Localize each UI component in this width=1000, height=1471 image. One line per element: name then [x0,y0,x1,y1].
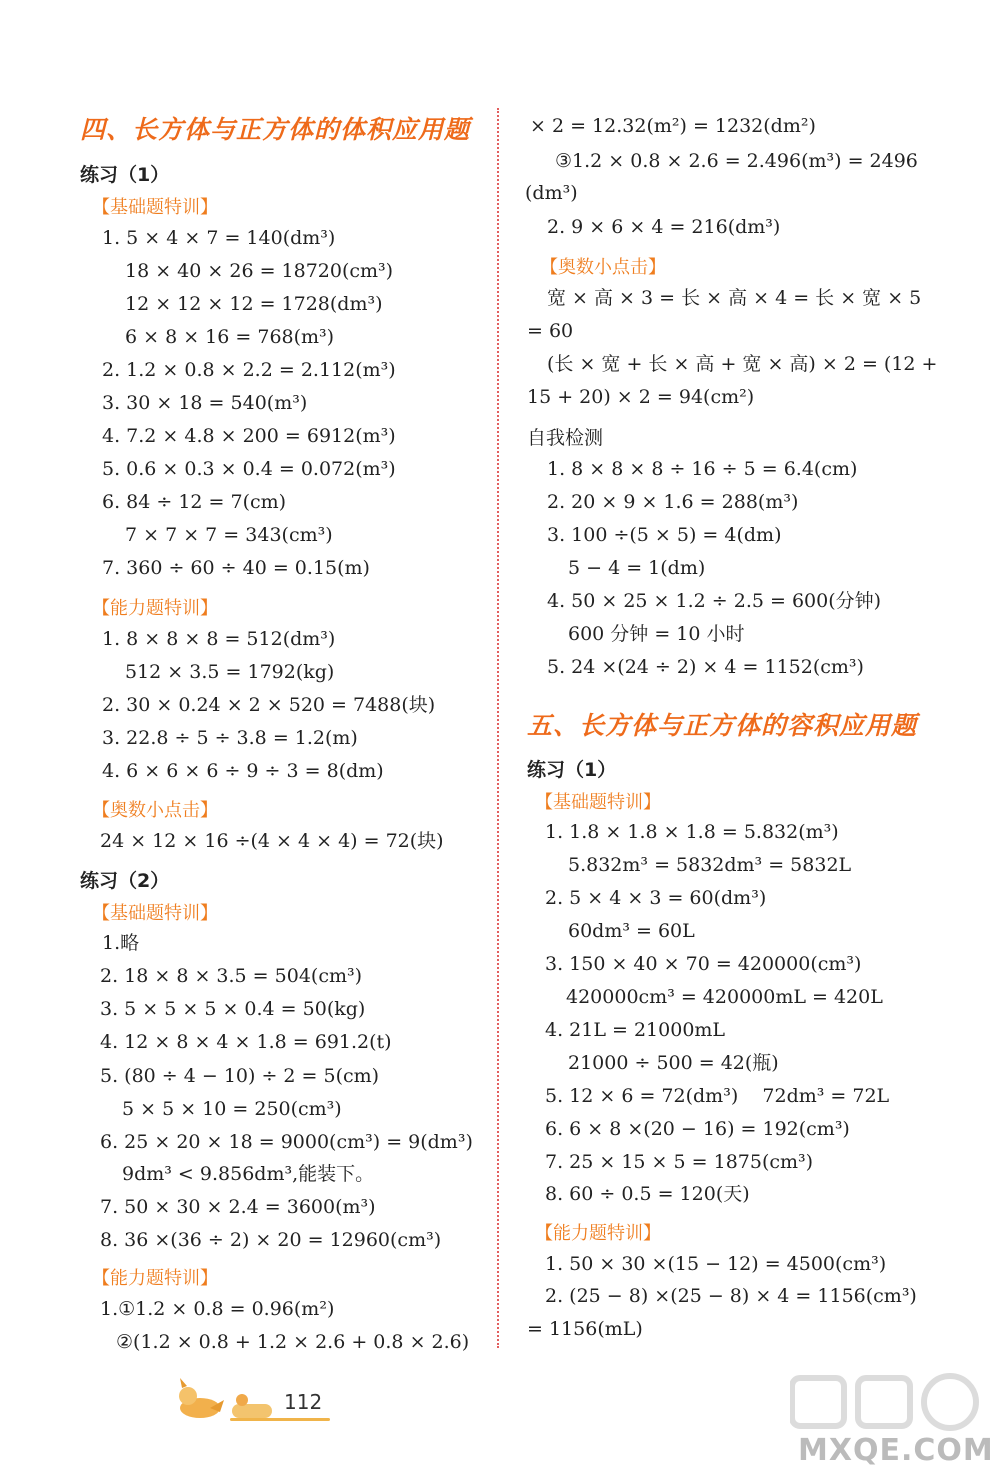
tag-ability-training: 【能力题特训】 [92,598,218,619]
column-divider [497,108,499,1348]
tag-olympiad: 【奥数小点击】 [92,800,218,821]
answer-line: 5. (80 ÷ 4 − 10) ÷ 2 = 5(cm) [100,1065,380,1087]
answer-line: 6. 6 × 8 ×(20 − 16) = 192(cm³) [545,1118,850,1140]
answer-line: (长 × 宽 + 长 × 高 + 宽 × 高) × 2 = (12 + [547,353,938,375]
answer-line: 2. (25 − 8) ×(25 − 8) × 4 = 1156(cm³) [545,1285,917,1307]
answer-line: 6. 25 × 20 × 18 = 9000(cm³) = 9(dm³) [100,1131,473,1153]
tag-ability-training: 【能力题特训】 [92,1268,218,1289]
exercise-heading-2: 练习（2） [80,870,170,892]
answer-line: 8. 36 ×(36 ÷ 2) × 20 = 12960(cm³) [100,1229,442,1251]
answer-line: 15 + 20) × 2 = 94(cm²) [527,386,755,408]
section-title-capacity: 五、长方体与正方体的容积应用题 [527,711,918,740]
answer-line: 3. 30 × 18 = 540(m³) [102,392,308,414]
answer-line: = 1156(mL) [527,1318,643,1340]
answer-line: 1. 8 × 8 × 8 ÷ 16 ÷ 5 = 6.4(cm) [547,458,858,480]
answer-line: 7. 50 × 30 × 2.4 = 3600(m³) [100,1196,376,1218]
self-test-heading: 自我检测 [527,427,604,449]
answer-line: 1. 1.8 × 1.8 × 1.8 = 5.832(m³) [545,821,839,843]
answer-line: 1.略 [102,932,140,954]
answer-line: 2. 20 × 9 × 1.6 = 288(m³) [547,491,799,513]
answer-line: 21000 ÷ 500 = 42(瓶) [568,1052,779,1074]
exercise-heading-1-right: 练习（1） [527,759,617,781]
answer-line: 1. 50 × 30 ×(15 − 12) = 4500(cm³) [545,1253,887,1275]
page-number-underline [230,1418,330,1421]
answer-line: 3. 22.8 ÷ 5 ÷ 3.8 = 1.2(m) [102,727,358,749]
answer-line: 9dm³ < 9.856dm³,能装下。 [122,1163,375,1185]
answer-line: 5 × 5 × 10 = 250(cm³) [122,1098,342,1120]
answer-line: 2. 30 × 0.24 × 2 × 520 = 7488(块) [102,694,436,716]
answer-line: = 60 [527,320,574,342]
answer-line: 600 分钟 = 10 小时 [568,623,745,645]
answer-line: 8. 60 ÷ 0.5 = 120(天) [545,1183,750,1205]
answer-line: 宽 × 高 × 3 = 长 × 高 × 4 = 长 × 宽 × 5 [547,287,922,309]
answer-line: 4. 7.2 × 4.8 × 200 = 6912(m³) [102,425,396,447]
watermark-logo [790,1370,980,1432]
exercise-heading-1: 练习（1） [80,164,170,186]
answer-line: ③1.2 × 0.8 × 2.6 = 2.496(m³) = 2496 [555,150,918,172]
answer-line: 5. 12 × 6 = 72(dm³) 72dm³ = 72L [545,1085,890,1107]
answer-line: 6 × 8 × 16 = 768(m³) [125,326,335,348]
answer-line: 512 × 3.5 = 1792(kg) [125,661,335,683]
answer-line: 60dm³ = 60L [568,920,695,942]
answer-line: 1. 5 × 4 × 7 = 140(dm³) [102,227,336,249]
answer-line: × 2 = 12.32(m²) = 1232(dm²) [530,115,816,137]
answer-line: 5. 0.6 × 0.3 × 0.4 = 0.072(m³) [102,458,396,480]
answer-line: 18 × 40 × 26 = 18720(cm³) [125,260,394,282]
answer-line: 5. 24 ×(24 ÷ 2) × 4 = 1152(cm³) [547,656,864,678]
tag-basic-training: 【基础题特训】 [92,903,218,924]
answer-line: 4. 50 × 25 × 1.2 ÷ 2.5 = 600(分钟) [547,590,882,612]
answer-line: ②(1.2 × 0.8 + 1.2 × 2.6 + 0.8 × 2.6) [116,1331,470,1353]
answer-line: 5 − 4 = 1(dm) [568,557,706,579]
answer-line: 12 × 12 × 12 = 1728(dm³) [125,293,383,315]
answer-line: 7 × 7 × 7 = 343(cm³) [125,524,333,546]
answer-line: 2. 1.2 × 0.8 × 2.2 = 2.112(m³) [102,359,396,381]
tag-ability-training: 【能力题特训】 [535,1223,661,1244]
tag-olympiad: 【奥数小点击】 [540,257,666,278]
answer-line: (dm³) [525,182,578,204]
answer-line: 2. 18 × 8 × 3.5 = 504(cm³) [100,965,363,987]
page-number: 112 [284,1390,323,1414]
answer-line: 4. 21L = 21000mL [545,1019,726,1041]
mascot-illustration [170,1370,280,1430]
answer-line: 7. 25 × 15 × 5 = 1875(cm³) [545,1151,814,1173]
answer-line: 420000cm³ = 420000mL = 420L [566,986,883,1008]
section-title-volume: 四、长方体与正方体的体积应用题 [80,115,471,144]
answer-line: 2. 5 × 4 × 3 = 60(dm³) [545,887,767,909]
answer-line: 2. 9 × 6 × 4 = 216(dm³) [547,216,781,238]
answer-line: 5.832m³ = 5832dm³ = 5832L [568,854,852,876]
answer-line: 24 × 12 × 16 ÷(4 × 4 × 4) = 72(块) [100,830,444,852]
answer-line: 3. 5 × 5 × 5 × 0.4 = 50(kg) [100,998,366,1020]
answer-line: 4. 6 × 6 × 6 ÷ 9 ÷ 3 = 8(dm) [102,760,384,782]
answer-line: 3. 100 ÷(5 × 5) = 4(dm) [547,524,782,546]
answer-line: 4. 12 × 8 × 4 × 1.8 = 691.2(t) [100,1031,392,1053]
watermark-text: MXQE.COM [798,1433,994,1468]
answer-line: 7. 360 ÷ 60 ÷ 40 = 0.15(m) [102,557,370,579]
answer-line: 6. 84 ÷ 12 = 7(cm) [102,491,287,513]
answer-line: 1.①1.2 × 0.8 = 0.96(m²) [100,1298,335,1320]
answer-line: 1. 8 × 8 × 8 = 512(dm³) [102,628,336,650]
tag-basic-training: 【基础题特训】 [535,792,661,813]
tag-basic-training: 【基础题特训】 [92,197,218,218]
answer-line: 3. 150 × 40 × 70 = 420000(cm³) [545,953,862,975]
